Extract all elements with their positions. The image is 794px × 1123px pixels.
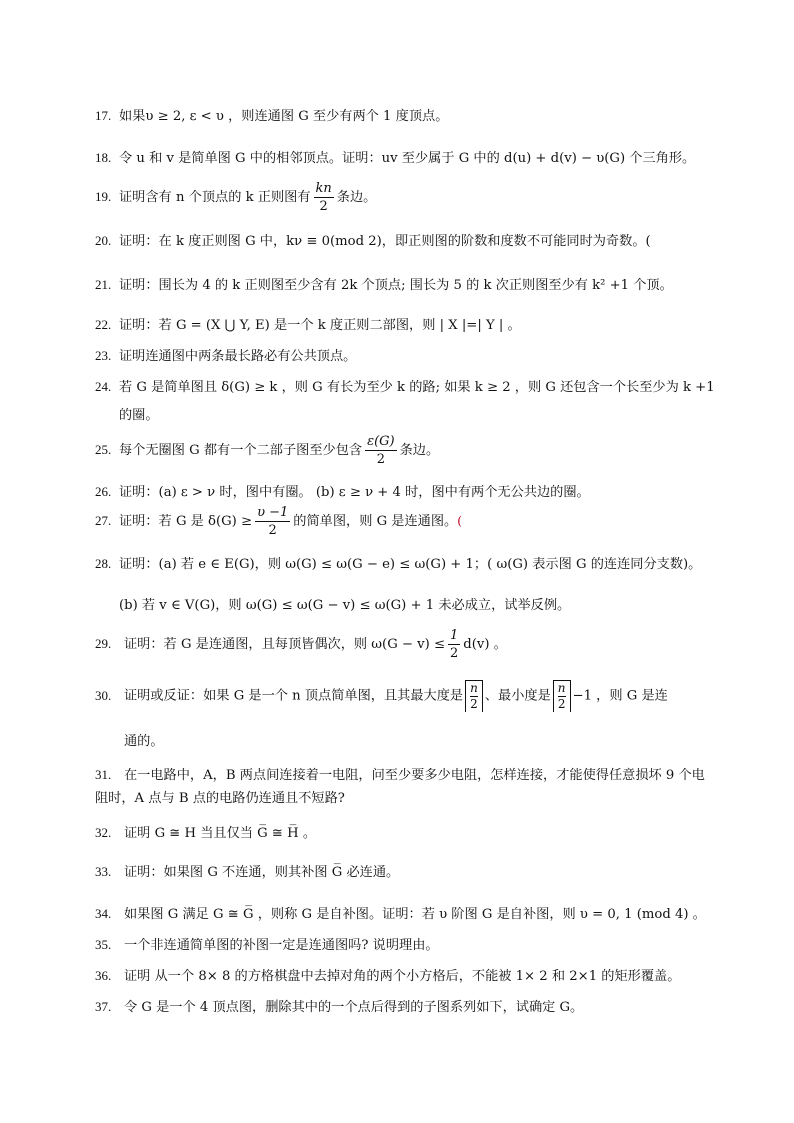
- problem-28: [95, 554, 715, 575]
- problem-text: 每个无圈图 G 都有一个二部子图至少包含: [119, 443, 363, 458]
- problem-text: (b) 若 v ∈ V(G)，则 ω(G) ≤ ω(G − v) ≤ ω(G) + 1 未必成立，试举反例。: [119, 598, 571, 613]
- problem-number: 27.: [95, 513, 112, 528]
- ceiling-fraction: [553, 680, 571, 712]
- problem-number: 24.: [95, 379, 112, 394]
- problem-text-continued: 通的。: [124, 734, 164, 749]
- problem-number: 28.: [95, 556, 112, 571]
- problem-36: [95, 966, 715, 987]
- problem-37: [95, 997, 715, 1018]
- fraction-numerator: 1: [450, 628, 459, 643]
- problem-number: 33.: [95, 864, 112, 879]
- problem-number: 25.: [95, 442, 112, 457]
- problem-text-end: 条边。: [399, 443, 440, 458]
- problem-text-continued: 的圈。: [119, 408, 159, 423]
- ceiling-numerator: n: [557, 681, 566, 695]
- problem-text: 证明：若 G 是 δ(G) ≥: [119, 514, 253, 529]
- red-mark: (: [457, 514, 462, 528]
- fraction: [255, 504, 290, 539]
- problem-text-end: 条边。: [336, 190, 377, 205]
- fraction: [314, 180, 334, 215]
- problem-23: [95, 346, 715, 367]
- problem-30: [95, 680, 715, 752]
- problem-17: [95, 106, 715, 127]
- problem-text: 在一电路中，A，B 两点间连接着一电阻，问至少要多少电阻，怎样连接，才能使得任意损坏 9 个电阻时，A 点与 B 点的电路仍连通且不短路?: [95, 768, 705, 806]
- problem-text: 令 u 和 v 是简单图 G 中的相邻顶点。证明：uv 至少属于 G 中的 d(u) + d(v) − υ(G) 个三角形。: [119, 151, 696, 166]
- problem-text: 证明：若 G 是连通图，且每顶皆偶次，则 ω(G − v) ≤: [124, 637, 445, 652]
- problem-text: 证明：围长为 4 的 k 正则图至少含有 2k 个顶点; 围长为 5 的 k 次正则图至少有 k² +1 个顶。: [119, 278, 673, 293]
- problem-number: 17.: [95, 108, 112, 123]
- fraction-denominator: 2: [450, 646, 459, 661]
- problem-18: [95, 148, 715, 169]
- problem-number: 21.: [95, 277, 112, 292]
- problem-29: [95, 627, 715, 662]
- problem-24: [95, 377, 715, 426]
- fraction-denominator: 2: [319, 199, 328, 214]
- problem-text: 如果图 G 满足 G ≅ G̅ ，则称 G 是自补图。证明：若 υ 阶图 G 是自补图，则 υ = 0, 1 (mod 4) 。: [124, 907, 706, 922]
- problem-number: 32.: [95, 825, 112, 840]
- problem-31: [95, 763, 705, 810]
- problem-text: 证明连通图中两条最长路必有公共顶点。: [119, 349, 357, 364]
- problem-text-end: d(v) 。: [463, 637, 507, 652]
- fraction-numerator: ε(G): [367, 434, 395, 449]
- problem-number: 29.: [95, 636, 112, 651]
- problem-27: [95, 504, 715, 539]
- problem-text: 证明：如果图 G 不连通，则其补图 G̅ 必连通。: [124, 865, 400, 880]
- problem-text-end: 的简单图，则 G 是连通图。: [293, 514, 458, 529]
- problem-text: 一个非连通简单图的补图一定是连通图吗? 说明理由。: [124, 938, 439, 953]
- ceiling-numerator: n: [470, 681, 478, 695]
- problem-number: 30.: [95, 687, 112, 703]
- problem-number: 23.: [95, 348, 112, 363]
- fraction-numerator: υ −1: [257, 505, 289, 520]
- problem-text: 令 G 是一个 4 顶点图，删除其中的一个点后得到的子图系列如下，试确定 G。: [124, 1000, 584, 1015]
- problem-text: 证明 从一个 8× 8 的方格棋盘中去掉对角的两个小方格后，不能被 1× 2 和 2×1 的矩形覆盖。: [124, 969, 681, 984]
- fraction: [448, 627, 460, 662]
- problem-26: [95, 482, 715, 503]
- fraction-numerator: kn: [315, 181, 332, 196]
- problem-text: 证明：在 k 度正则图 G 中，kν ≡ 0(mod 2)，即正则图的阶数和度数不可能同时为奇数。(: [119, 234, 651, 249]
- problem-text: 证明：若 G = (X ⋃ Y, E) 是一个 k 度正则二部图，则 | X |=| Y | 。: [119, 318, 521, 333]
- problem-number: 36.: [95, 968, 112, 983]
- problem-32: [95, 823, 715, 844]
- ceiling-denominator: 2: [557, 697, 566, 711]
- problem-19: [95, 180, 715, 215]
- problem-34: [95, 904, 715, 925]
- problem-number: 35.: [95, 937, 112, 952]
- problem-text: 证明：(a) ε > ν 时，图中有圈。 (b) ε ≥ ν + 4 时，图中有两个无公共边的圈。: [119, 485, 590, 500]
- problem-text: 证明：(a) 若 e ∈ E(G)，则 ω(G) ≤ ω(G − e) ≤ ω(G) + 1；( ω(G) 表示图 G 的连连同分支数)。: [119, 557, 702, 572]
- problem-text: 证明或反证：如果 G 是一个 n 顶点简单图，且其最大度是: [124, 688, 464, 704]
- problem-text-mid: 、最小度是: [484, 688, 551, 704]
- problem-20: [95, 231, 715, 252]
- problem-number: 19.: [95, 189, 112, 204]
- problem-text: 证明 G ≅ H 当且仅当 G̅ ≅ H̅ 。: [124, 826, 317, 841]
- problem-text: 若 G 是简单图且 δ(G) ≥ k ，则 G 有长为至少 k 的路; 如果 k ≥ 2 ，则 G 还包含一个长至少为 k +1: [119, 380, 715, 395]
- fraction-denominator: 2: [376, 452, 385, 467]
- problem-33: [95, 862, 715, 883]
- problem-number: 31.: [95, 767, 112, 782]
- problem-number: 20.: [95, 233, 112, 248]
- problem-number: 37.: [95, 999, 112, 1014]
- problem-35: [95, 935, 715, 956]
- problem-number: 22.: [95, 317, 112, 332]
- ceiling-fraction: [465, 680, 483, 712]
- problem-22: [95, 315, 715, 336]
- problem-21: [95, 275, 715, 296]
- problem-25: [95, 433, 715, 468]
- problem-number: 26.: [95, 484, 112, 499]
- ceiling-denominator: 2: [470, 697, 478, 711]
- problem-text: 如果υ ≥ 2, ε < υ ，则连通图 G 至少有两个 1 度顶点。: [119, 109, 449, 124]
- problem-number: 18.: [95, 150, 112, 165]
- problem-28-b: [119, 596, 739, 616]
- problem-number: 34.: [95, 906, 112, 921]
- problem-text: 证明含有 n 个顶点的 k 正则图有: [119, 190, 311, 205]
- fraction-denominator: 2: [268, 523, 277, 538]
- problem-text-end: −1 ，则 G 是连: [572, 688, 668, 704]
- fraction: [365, 433, 397, 468]
